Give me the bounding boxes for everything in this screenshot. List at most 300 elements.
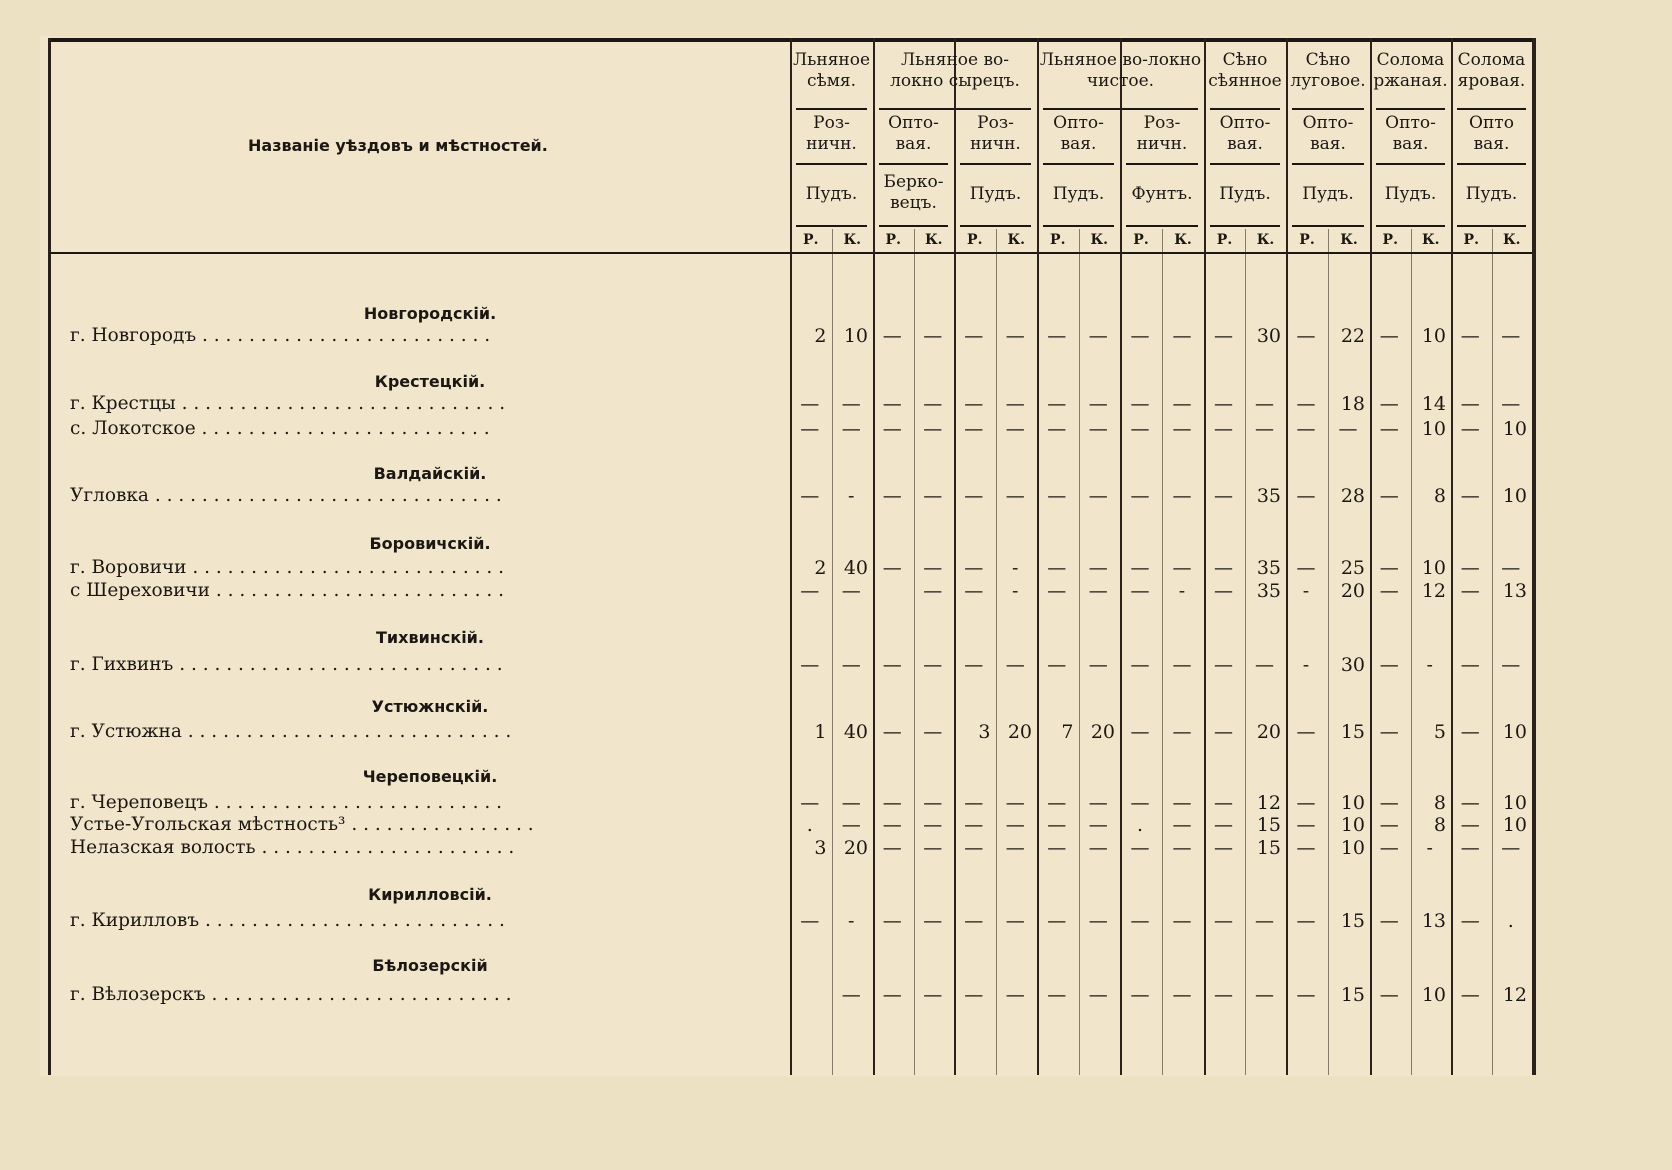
price-cell: —: [1130, 910, 1150, 932]
price-cell: —: [1172, 837, 1192, 859]
column-rule: [1451, 38, 1453, 1075]
price-cell: —: [1088, 580, 1108, 602]
place-name: с. Локотское . . . . . . . . . . . . . . . . . . . . . . . . .: [70, 420, 490, 439]
kind-underline: [796, 163, 867, 165]
column-kind-header: Опто-вая.: [1385, 113, 1436, 154]
price-cell: —: [964, 910, 984, 932]
rub-kop-rule: [1079, 229, 1080, 1075]
column-rule: [1120, 38, 1122, 1075]
group-header: Льняное сѣмя.: [792, 50, 871, 91]
column-kind-header: Роз-ничн.: [970, 113, 1021, 154]
price-cell: —: [1130, 557, 1150, 579]
column-rule: [1037, 38, 1039, 1075]
price-cell: —: [1005, 393, 1025, 415]
price-cell: -: [1178, 580, 1186, 602]
price-cell: —: [1255, 910, 1274, 932]
price-cell: 8: [1433, 792, 1446, 814]
price-cell: 20: [1090, 721, 1115, 743]
column-rule: [1204, 38, 1206, 1075]
price-cell: —: [964, 393, 984, 415]
rub-kop-rule: [996, 229, 997, 1075]
kind-underline: [879, 163, 948, 165]
district-heading: Кирилловсій.: [368, 885, 492, 904]
rub-label: Р.: [803, 232, 819, 248]
price-cell: 10: [1340, 792, 1365, 814]
price-cell: —: [1005, 325, 1025, 347]
price-cell: —: [1172, 325, 1192, 347]
rub-kop-rule: [1411, 229, 1412, 1075]
price-cell: .: [1136, 814, 1144, 836]
price-cell: —: [1047, 580, 1067, 602]
price-cell: —: [1088, 485, 1108, 507]
price-cell: 35: [1256, 557, 1281, 579]
place-name: г. Устюжна . . . . . . . . . . . . . . . . . . . . . . . . . . . .: [70, 723, 512, 742]
price-cell: —: [1460, 837, 1480, 859]
kop-label: К.: [1174, 232, 1192, 248]
price-cell: —: [1296, 393, 1316, 415]
price-cell: —: [841, 580, 861, 602]
price-cell: —: [923, 721, 943, 743]
group-header: Солома яровая.: [1457, 50, 1526, 91]
price-cell: —: [964, 557, 984, 579]
row-header-label: Названіе уѣздовъ и мѣстностей.: [248, 136, 548, 155]
place-name: с Шереховичи . . . . . . . . . . . . . . . . . . . . . . . . .: [70, 582, 505, 601]
column-unit-header: Пудъ.: [1052, 184, 1105, 204]
district-heading: Валдайскій.: [373, 464, 487, 483]
price-cell: —: [882, 792, 902, 814]
price-cell: —: [1379, 654, 1399, 676]
column-rule: [1370, 38, 1372, 1075]
price-cell: —: [1255, 984, 1274, 1006]
price-cell: —: [1088, 557, 1108, 579]
price-cell: —: [1130, 837, 1150, 859]
column-kind-header: Опто вая.: [1469, 113, 1514, 154]
price-cell: —: [1005, 485, 1025, 507]
price-cell: —: [1172, 721, 1192, 743]
price-cell: —: [1460, 418, 1480, 440]
kop-label: К.: [1256, 232, 1275, 248]
price-cell: —: [1047, 984, 1067, 1006]
price-cell: 10: [1340, 814, 1365, 836]
unit-underline: [1292, 225, 1364, 227]
price-cell: —: [1214, 792, 1233, 814]
price-cell: 12: [1502, 984, 1527, 1006]
left-border: [48, 38, 51, 1075]
price-cell: -: [848, 485, 855, 507]
price-cell: —: [1214, 910, 1233, 932]
place-name: г. Крестцы . . . . . . . . . . . . . . . . . . . . . . . . . . . .: [70, 395, 506, 414]
price-cell: —: [1214, 580, 1233, 602]
price-cell: —: [841, 984, 861, 1006]
rub-label: Р.: [1050, 232, 1066, 248]
price-cell: —: [1130, 721, 1150, 743]
price-cell: —: [1379, 910, 1399, 932]
column-kind-header: Опто-вая.: [1302, 113, 1354, 154]
price-cell: 20: [843, 837, 868, 859]
price-cell: 35: [1256, 485, 1281, 507]
price-cell: —: [1255, 393, 1274, 415]
rub-label: Р.: [967, 232, 983, 248]
price-cell: 30: [1256, 325, 1281, 347]
price-cell: —: [1214, 393, 1233, 415]
price-cell: 10: [1421, 418, 1446, 440]
group-header: Солома ржаная.: [1373, 50, 1448, 91]
group-header: Сѣно луговое.: [1290, 50, 1366, 91]
district-heading: Крестецкій.: [374, 372, 486, 391]
price-cell: —: [1460, 557, 1480, 579]
price-cell: —: [1130, 654, 1150, 676]
kop-label: К.: [1421, 232, 1440, 248]
price-cell: —: [1501, 654, 1521, 676]
unit-underline: [960, 225, 1031, 227]
price-cell: 10: [1421, 984, 1446, 1006]
column-unit-header: Берко-вецъ.: [883, 172, 944, 213]
price-cell: —: [1172, 393, 1192, 415]
price-cell: 15: [1340, 721, 1365, 743]
price-cell: —: [1296, 814, 1316, 836]
place-name: г. Вѣлозерскъ . . . . . . . . . . . . . . . . . . . . . . . . . .: [70, 986, 512, 1005]
price-cell: —: [1005, 984, 1025, 1006]
price-cell: —: [1296, 557, 1316, 579]
group-header: Льняное во-локно сырецъ.: [890, 50, 1020, 91]
price-cell: —: [1047, 418, 1067, 440]
column-rule: [790, 38, 792, 1075]
price-cell: —: [1047, 485, 1067, 507]
kop-label: К.: [1502, 232, 1521, 248]
price-cell: —: [841, 393, 861, 415]
price-cell: —: [1460, 393, 1480, 415]
kind-underline: [1376, 163, 1445, 165]
price-cell: 3: [814, 837, 827, 859]
price-cell: —: [1255, 654, 1274, 676]
rub-label: Р.: [1299, 232, 1315, 248]
price-cell: —: [1338, 418, 1358, 440]
group-underline: [1457, 108, 1526, 110]
rub-label: Р.: [1216, 232, 1233, 248]
price-cell: 12: [1421, 580, 1446, 602]
price-cell: —: [800, 485, 820, 507]
kind-underline: [1043, 163, 1114, 165]
price-cell: 40: [843, 721, 868, 743]
column-unit-header: Пудъ.: [1302, 184, 1354, 204]
price-cell: 10: [1502, 792, 1527, 814]
unit-underline: [879, 225, 948, 227]
column-kind-header: Опто-вая.: [1053, 113, 1104, 154]
price-cell: —: [1379, 393, 1399, 415]
price-cell: —: [1047, 654, 1067, 676]
price-cell: —: [964, 485, 984, 507]
price-cell: —: [1130, 792, 1150, 814]
price-cell: —: [1088, 814, 1108, 836]
price-cell: 8: [1433, 485, 1446, 507]
price-cell: —: [1005, 792, 1025, 814]
right-border: [1532, 38, 1536, 1075]
price-cell: —: [1214, 325, 1233, 347]
place-name: г. Череповецъ . . . . . . . . . . . . . . . . . . . . . . . . .: [70, 794, 503, 813]
unit-underline: [1210, 225, 1280, 227]
price-cell: —: [882, 721, 902, 743]
price-cell: 10: [1502, 485, 1527, 507]
rub-label: Р.: [1133, 232, 1149, 248]
price-cell: —: [1088, 325, 1108, 347]
price-cell: —: [1296, 721, 1316, 743]
price-cell: —: [1379, 792, 1399, 814]
price-cell: —: [1255, 418, 1274, 440]
price-cell: —: [800, 910, 820, 932]
column-unit-header: Пудъ.: [969, 184, 1022, 204]
price-cell: —: [923, 325, 943, 347]
price-cell: —: [1379, 418, 1399, 440]
price-cell: —: [1379, 984, 1399, 1006]
price-cell: —: [923, 418, 943, 440]
kop-label: К.: [1007, 232, 1026, 248]
price-cell: —: [800, 418, 820, 440]
price-cell: 13: [1502, 580, 1527, 602]
price-cell: —: [841, 654, 861, 676]
price-cell: 40: [843, 557, 868, 579]
price-cell: —: [1088, 837, 1108, 859]
price-cell: —: [1460, 910, 1480, 932]
price-cell: —: [1214, 557, 1233, 579]
price-cell: —: [882, 910, 902, 932]
price-cell: —: [1172, 792, 1192, 814]
price-cell: —: [841, 792, 861, 814]
district-heading: Боровичскій.: [369, 534, 491, 553]
price-cell: —: [1172, 984, 1192, 1006]
price-cell: —: [882, 557, 902, 579]
price-cell: —: [1501, 837, 1521, 859]
price-cell: —: [1130, 418, 1150, 440]
price-cell: —: [1501, 557, 1521, 579]
price-cell: —: [923, 485, 943, 507]
price-cell: -: [1012, 580, 1019, 602]
price-cell: —: [1296, 418, 1316, 440]
price-cell: —: [1296, 837, 1316, 859]
price-cell: —: [882, 325, 902, 347]
price-cell: 28: [1340, 485, 1365, 507]
column-unit-header: Пудъ.: [1219, 184, 1271, 204]
price-cell: —: [964, 792, 984, 814]
price-cell: —: [923, 792, 943, 814]
unit-underline: [1457, 225, 1526, 227]
price-cell: -: [1426, 654, 1433, 676]
price-cell: 1: [814, 721, 827, 743]
district-heading: Тихвинскій.: [376, 628, 484, 647]
price-cell: —: [1379, 325, 1399, 347]
price-cell: —: [1047, 557, 1067, 579]
price-cell: —: [1088, 654, 1108, 676]
price-cell: —: [1460, 984, 1480, 1006]
rub-kop-rule: [1492, 229, 1493, 1075]
price-cell: 7: [1061, 721, 1074, 743]
group-header: Льняное во-локно чистое.: [1039, 50, 1202, 91]
price-cell: —: [882, 393, 902, 415]
rub-kop-rule: [1162, 229, 1163, 1075]
price-cell: —: [882, 485, 902, 507]
price-cell: —: [1379, 837, 1399, 859]
price-cell: —: [1130, 325, 1150, 347]
price-cell: —: [1047, 393, 1067, 415]
price-cell: —: [1214, 837, 1233, 859]
price-cell: 10: [1502, 418, 1527, 440]
price-cell: —: [1130, 984, 1150, 1006]
price-cell: —: [1460, 485, 1480, 507]
column-rule: [873, 38, 875, 1075]
price-cell: —: [1460, 654, 1480, 676]
rub-label: Р.: [885, 232, 901, 248]
place-name: Нелазская волость . . . . . . . . . . . . . . . . . . . . . .: [70, 839, 515, 858]
price-cell: —: [1047, 910, 1067, 932]
price-cell: —: [964, 837, 984, 859]
unit-underline: [1126, 225, 1198, 227]
price-cell: —: [1214, 814, 1233, 836]
price-cell: -: [1426, 837, 1433, 859]
price-cell: —: [841, 814, 861, 836]
place-name: г. Воровичи . . . . . . . . . . . . . . . . . . . . . . . . . . .: [70, 559, 505, 578]
price-cell: —: [923, 393, 943, 415]
rub-kop-rule: [832, 229, 833, 1075]
price-cell: 2: [814, 557, 827, 579]
kop-label: К.: [1090, 232, 1109, 248]
column-unit-header: Пудъ.: [805, 184, 858, 204]
price-cell: —: [882, 654, 902, 676]
price-cell: —: [882, 418, 902, 440]
price-cell: —: [923, 814, 943, 836]
price-cell: —: [1172, 654, 1192, 676]
price-cell: —: [1130, 580, 1150, 602]
price-cell: —: [1130, 485, 1150, 507]
column-unit-header: Пудъ.: [1384, 184, 1437, 204]
price-cell: 15: [1256, 814, 1281, 836]
price-cell: -: [848, 910, 855, 932]
price-cell: —: [923, 984, 943, 1006]
kind-underline: [960, 163, 1031, 165]
price-cell: —: [964, 418, 984, 440]
kop-label: К.: [843, 232, 862, 248]
price-cell: 10: [843, 325, 868, 347]
price-cell: 15: [1340, 910, 1365, 932]
price-cell: —: [964, 580, 984, 602]
price-cell: —: [1088, 910, 1108, 932]
price-cell: —: [1501, 393, 1521, 415]
price-cell: —: [1172, 557, 1192, 579]
place-name: Устье-Угольская мѣстность³ . . . . . . . . . . . . . . . .: [70, 816, 534, 835]
rub-label: Р.: [1382, 232, 1398, 248]
price-cell: —: [1047, 792, 1067, 814]
price-cell: 5: [1433, 721, 1446, 743]
group-underline: [1210, 108, 1280, 110]
place-name: г. Гихвинъ . . . . . . . . . . . . . . . . . . . . . . . . . . . .: [70, 656, 503, 675]
price-cell: 12: [1256, 792, 1281, 814]
price-cell: —: [1005, 910, 1025, 932]
column-rule: [954, 38, 956, 1075]
price-cell: —: [1214, 984, 1233, 1006]
price-cell: -: [1302, 580, 1310, 602]
price-cell: —: [923, 910, 943, 932]
column-kind-header: Роз-ничн.: [1136, 113, 1188, 154]
rub-label: Р.: [1463, 232, 1479, 248]
price-cell: -: [1012, 557, 1019, 579]
price-cell: —: [1214, 721, 1233, 743]
kind-underline: [1457, 163, 1526, 165]
price-cell: —: [1172, 485, 1192, 507]
kop-label: К.: [1340, 232, 1358, 248]
price-cell: —: [1088, 984, 1108, 1006]
price-cell: —: [882, 984, 902, 1006]
price-cell: —: [964, 654, 984, 676]
price-cell: .: [806, 814, 813, 836]
price-cell: —: [1460, 721, 1480, 743]
kind-underline: [1292, 163, 1364, 165]
price-cell: —: [1005, 837, 1025, 859]
unit-underline: [1376, 225, 1445, 227]
price-cell: -: [1302, 654, 1310, 676]
price-cell: —: [800, 393, 820, 415]
price-cell: 35: [1256, 580, 1281, 602]
rub-kop-rule: [1328, 229, 1329, 1075]
price-cell: —: [1005, 814, 1025, 836]
price-cell: —: [800, 654, 820, 676]
unit-underline: [1043, 225, 1114, 227]
price-cell: —: [1047, 814, 1067, 836]
price-cell: —: [1214, 418, 1233, 440]
price-cell: —: [1005, 418, 1025, 440]
price-cell: —: [964, 984, 984, 1006]
kind-underline: [1210, 163, 1280, 165]
kop-label: К.: [924, 232, 943, 248]
price-cell: 10: [1421, 325, 1446, 347]
price-cell: —: [1379, 814, 1399, 836]
price-cell: —: [1214, 485, 1233, 507]
price-cell: —: [1088, 792, 1108, 814]
price-cell: 2: [814, 325, 827, 347]
price-cell: 25: [1340, 557, 1365, 579]
price-cell: —: [1460, 580, 1480, 602]
column-kind-header: Опто-вая.: [1219, 113, 1271, 154]
price-cell: —: [1460, 792, 1480, 814]
price-cell: —: [1130, 393, 1150, 415]
price-cell: 20: [1256, 721, 1281, 743]
price-cell: 20: [1340, 580, 1365, 602]
price-cell: 15: [1340, 984, 1365, 1006]
price-cell: —: [1296, 485, 1316, 507]
price-cell: —: [1296, 792, 1316, 814]
price-cell: —: [1379, 557, 1399, 579]
price-cell: 10: [1340, 837, 1365, 859]
price-cell: 22: [1340, 325, 1365, 347]
price-cell: —: [1501, 325, 1521, 347]
price-cell: —: [964, 814, 984, 836]
price-cell: —: [1379, 485, 1399, 507]
price-cell: —: [923, 654, 943, 676]
group-underline: [1376, 108, 1445, 110]
price-cell: —: [1379, 580, 1399, 602]
price-cell: 10: [1502, 814, 1527, 836]
rub-kop-rule: [914, 229, 915, 1075]
price-cell: —: [1088, 393, 1108, 415]
column-rule: [1286, 38, 1288, 1075]
price-cell: —: [923, 580, 943, 602]
price-cell: —: [1172, 814, 1192, 836]
price-cell: —: [1296, 910, 1316, 932]
group-header: Сѣно сѣянное: [1208, 50, 1282, 91]
kind-underline: [1126, 163, 1198, 165]
rub-kop-rule: [1245, 229, 1246, 1075]
column-kind-header: Роз-ничн.: [806, 113, 857, 154]
price-cell: —: [1005, 654, 1025, 676]
group-underline: [1292, 108, 1364, 110]
price-cell: —: [800, 792, 820, 814]
